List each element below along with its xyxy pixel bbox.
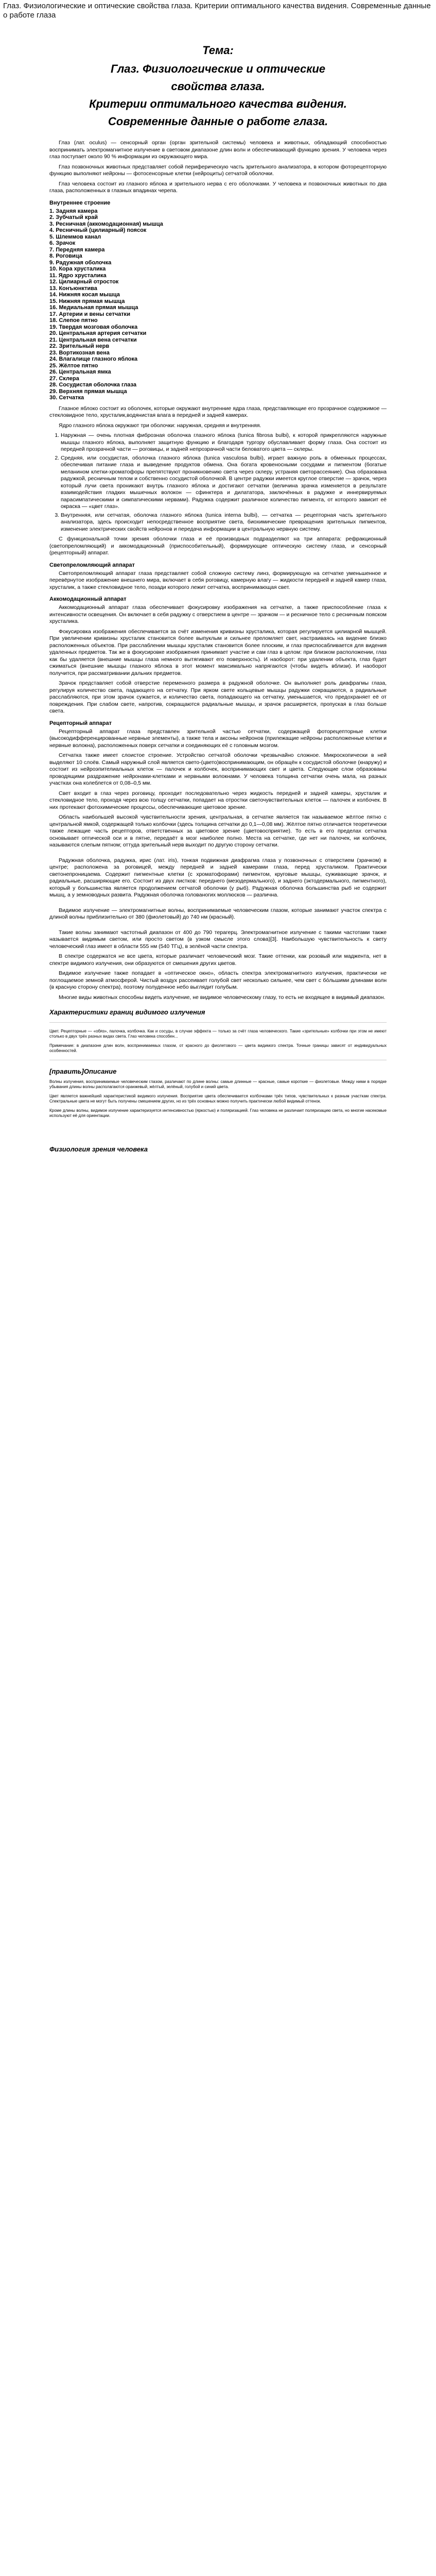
structure-item: 15. Нижняя прямая мышца <box>49 298 125 304</box>
small-note-1: Цвет. Рецепторные — «обяз», палочка, колбочка. Как и сосуды, в случае эффекта — только за счёт глаза человеческого. Такие «зрительные» колбочки при этом не имеют столько в двух трёх разных видах света. Глаз человека способен... <box>49 1029 387 1039</box>
structure-item: 14. Нижняя косая мышца <box>49 292 120 298</box>
visible-light-paragraph: Многие виды животных способны видеть излучение, не видимое человеческому глазу, то есть не входящее в видимый диапазон. <box>59 994 386 1001</box>
structure-item: 7. Передняя камера <box>49 246 105 253</box>
structure-item: 25. Жёлтое пятно <box>49 362 98 369</box>
description-heading: [править]Описание <box>49 1067 117 1075</box>
structure-item: 24. Влагалище глазного яблока <box>49 356 138 362</box>
structure-item: 13. Конъюнктива <box>49 285 97 292</box>
body-paragraph: С функциональной точки зрения оболочки глаза и её производных подразделяют на три аппарата: рефракционный (светопреломляющий) и аккомодационный (приспособительный), формирующие оптическую систему глаза, и сенсорный (рецепторный) аппарат. <box>49 536 387 556</box>
structure-item: 20. Центральная артерия сетчатки <box>49 330 147 336</box>
visible-light-paragraph: Видимое излучение также попадает в «оптическое окно», область спектра электромагнитного излучения, практически не поглощаемое земной атмосферой. Чистый воздух рассеивает голубой свет несколько сильнее, чем свет с бо́льшими длинами волн (в красную сторону спектра), поэтому полуденное небо выглядит голубым. <box>49 970 387 990</box>
page-header <box>0 0 436 23</box>
page-header-title: Глаз. Физиологические и оптические свойства глаза. Критерии оптимального качества видения. Современные данные о работе глаза <box>3 2 431 20</box>
intro-paragraph-2: Глаз позвоночных животных представляет собой периферическую часть зрительного анализатора, в котором фоторецепторную функцию выполняют нейроны — фотосенсорные клетки (нейроциты) сетчатой оболочки. <box>49 163 387 177</box>
shell-item: 3. Внутренняя, или сетчатая, оболочка глазного яблока (tunica interna bulbi), — сетчатка — рецепторная часть зрительного анализатора, здесь происходит непосредственное восприятие света, биохимические превращения зрительных пигментов, изменение электрических свойств нейронов и передача информации в центральную нервную систему. <box>61 512 387 533</box>
title-line-1: Глаз. Физиологические и оптические <box>110 62 326 75</box>
receptor-paragraph: Сетчатка также имеет слоистое строение. Устройство сетчатой оболочки чрезвычайно сложное. Микроскопически в ней выделяют 10 слоёв. Самый наружный слой является свето-(цвето)воспринимающим, он обращён к сосудистой оболочке (кнаружу) и состоит из нейроэпителиальных клеток — палочек и колбочек, воспринимающих свет и цвета. Следующие слои образованы проводящими раздражение нейронами-клетками и нервными волокнами. У человека толщина сетчатки очень мала, на разных участках она колеблется от 0,08–0,5 мм. <box>49 752 387 786</box>
small-note-2: Примечание: в диапазоне длин волн, воспринимаемых глазом, от красного до фиолетового — цвета видимого спектра. Точные границы зависят от индивидуальных особенностей. <box>49 1043 387 1053</box>
structure-item: 26. Центральная ямка <box>49 369 111 375</box>
description-paragraph: Кроме длины волны, видимое излучение характеризуется интенсивностью (яркостью) и поляризацией. Глаз человека не различает поляризацию света, но многие насекомые используют её для ориентации. <box>49 1108 387 1118</box>
structure-item: 18. Слепое пятно <box>49 317 98 324</box>
intro-paragraph-3: Глаз человека состоит из глазного яблока и зрительного нерва с его оболочками. У человека и позвоночных животных по два глаза, расположенных в глазных впадинах черепа. <box>49 180 387 194</box>
structure-item: 5. Шлеммов канал <box>49 233 101 240</box>
description-paragraph: Волны излучения, воспринимаемые человеческим глазом, различают по длине волны: самые длинные — красные, самые короткие — фиолетовые. Между ними в порядке убывания длины волны располагаются оранжевый, жёлтый, зелёный, голубой и синий цвета. <box>49 1079 387 1089</box>
accommodation-paragraph: Аккомодационный аппарат глаза обеспечивает фокусировку изображения на сетчатке, а также приспособление глаза к интенсивности освещения. Он включает в себя радужку с отверстием в центре — зрачком — и ресничное тело с ресничным пояском хрусталика. <box>49 604 387 624</box>
structure-item: 11. Ядро хрусталика <box>49 272 107 279</box>
refraction-heading: Светопреломляющий аппарат <box>49 562 135 568</box>
body-paragraph: Ядро глазного яблока окружают три оболочки: наружная, средняя и внутренняя. <box>59 422 261 429</box>
receptor-heading: Рецепторный аппарат <box>49 720 112 726</box>
structure-item: 30. Сетчатка <box>49 395 84 401</box>
visible-light-paragraph: Такие волны занимают частотный диапазон от 400 до 790 терагерц. Электромагнитное излучение с такими частотами также называется видимым светом, или просто светом (в узком смысле этого слова)[3]. Наибольшую чувствительность к свету человеческий глаз имеет в области 555 нм (540 ТГц), в зелёной части спектра. <box>49 929 387 950</box>
structure-heading: Внутреннее строение <box>49 199 111 206</box>
title-tema: Тема: <box>202 44 234 57</box>
structure-item: 19. Твердая мозговая оболочка <box>49 324 138 330</box>
refraction-paragraph: Светопреломляющий аппарат глаза представляет собой сложную систему линз, формирующую на сетчатке уменьшенное и перевёрнутое изображение внешнего мира, включает в себя роговицу, камерную влагу — жидкости передней и задней камер глаза, хрусталик, а также стекловидное тело, позади которого лежит сетчатка, воспринимающая свет. <box>49 570 387 590</box>
physiology-heading: Физиология зрения человека <box>49 1145 148 1153</box>
accommodation-heading: Аккомодационный аппарат <box>49 596 127 602</box>
structure-item: 27. Склера <box>49 375 79 382</box>
structure-item: 1. Задняя камера <box>49 208 98 214</box>
structure-item: 23. Вортикозная вена <box>49 349 110 356</box>
title-block <box>49 44 387 130</box>
structure-item: 9. Радужная оболочка <box>49 259 112 266</box>
structure-item: 4. Ресничный (цилиарный) поясок <box>49 227 147 233</box>
shell-item: 1. Наружная — очень плотная фиброзная оболочка глазного яблока (tunica fibrosa bulbi), к которой прикрепляются наружные мышцы глазного яблока, выполняет защитную функцию и благодаря тургору обуславливает форму глаза. Она состоит из передней прозрачной части — роговицы, и задней непрозрачной части беловатого цвета — склеры. <box>61 432 387 453</box>
structure-item: 29. Верхняя прямая мышца <box>49 388 127 395</box>
body-paragraph: Глазное яблоко состоит из оболочек, которые окружают внутренние ядра глаза, представляющие его прозрачное содержимое — стекловидное тело, хрусталик,водянистая влага в передней и задней камерах. <box>49 405 387 418</box>
title-line-3: Критерии оптимального качества видения. <box>89 97 347 110</box>
structure-item: 28. Сосудистая оболочка глаза <box>49 382 136 388</box>
structure-item: 8. Роговица <box>49 253 82 259</box>
structure-item: 2. Зубчатый край <box>49 214 98 221</box>
structure-list <box>49 208 387 401</box>
intro-paragraph-1: Глаз (лат. oculus) — сенсорный орган (орган зрительной системы) человека и животных, обладающий способностью воспринимать электромагнитное излучение в световом диапазоне длин волн и обеспечивающий функцию зрения. У человека через глаз поступает около 90 % информации из окружающего мира. <box>49 140 387 160</box>
shell-item: 2. Средняя, или сосудистая, оболочка глазного яблока (tunica vasculosa bulbi), играет важную роль в обменных процессах, обеспечивая питание глаза и выведение продуктов обмена. Она богата кровеносными сосудами и пигментом (богатые меланином клетки-хроматофоры препятствуют проникновению света через склеру, устраняя светорассеяние). Она образована радужкой, ресничным телом и собственно сосудистой оболочкой. В центре радужки имеется круглое отверстие — зрачок, через который лучи света проникают внутрь глазного яблока и достигают сетчатки (величина зрачка изменяется в результате взаимодействия гладких мышечных волокон — сфинктера и дилататора, заключённых в радужке и иннервируемых парасимпатическими и симпатическими нервами). Радужка содержит различное количество пигмента, от которого зависит её окраска — «цвет глаз». <box>61 455 387 511</box>
accommodation-paragraph: Зрачок представляет собой отверстие переменного размера в радужной оболочке. Он выполняет роль диафрагмы глаза, регулируя количество света, падающего на сетчатку. При ярком свете кольцевые мышцы радужки сокращаются, а радиальные расслабляются, при этом зрачок сужается, и количество света, попадающего на сетчатку, уменьшается, что предохраняет её от повреждения. При слабом свете, напротив, сокращаются радиальные мышцы, и зрачок расширяется, пропуская в глаз больше света. <box>49 680 387 714</box>
structure-item: 16. Медиальная прямая мышца <box>49 304 138 311</box>
visible-light-paragraph: Видимое излучение — электромагнитные волны, воспринимаемые человеческим глазом, которые занимают участок спектра с длиной волны приблизительно от 380 (фиолетовый) до 740 нм (красный). <box>49 907 387 920</box>
shells-list <box>61 432 387 533</box>
document-body <box>49 23 387 1153</box>
structure-item: 17. Артерии и вены сетчатки <box>49 311 130 317</box>
structure-item: 12. Цилиарный отросток <box>49 279 119 285</box>
structure-item: 22. Зрительный нерв <box>49 343 110 349</box>
title-line-2: свойства глаза. <box>171 80 265 93</box>
receptor-paragraph: Область наибольшей высокой чувствительности зрения, центральная, в сетчатке является так называемое жёлтое пятно с центральной ямкой, содержащей только колбочки (здесь толщина сетчатки до 0,1—0,08 мм). Жёлтое пятно отличается теоретически также лежащие часть рецепторов, ответственных за цветовое зрение (цветовосприятие). То есть в его пределах сетчатка основывает оптической оси и в пятне, передаёт в мозг наиболее полно. Места на сетчатке, где нет ни палочек, ни колбочек, называются слепым пятном; оттуда зрительный нерв выходит по другую сторону сетчатки. <box>49 814 387 848</box>
structure-item: 6. Зрачок <box>49 240 76 246</box>
structure-item: 3. Ресничная (аккомодационная) мышца <box>49 221 163 227</box>
characteristics-heading: Характеристики границ видимого излучения <box>49 1008 205 1016</box>
iris-paragraph: Радужная оболочка, радужка, ирис (лат. iris), тонкая подвижная диафрагма глаза у позвоночных с отверстием (зрачком) в центре; расположена за роговицей, между передней и задней камерами глаза, перед хрусталиком. Практически светонепроницаема. Содержит пигментные клетки (с хроматофорами) пигментом, круговые мышцы, суживающие зрачок, и радиальные, расширяющие его. Состоит из двух листков: переднего (мезодермального), и заднего (эктодермального, пигментного), который у большинства является продолжением сетчатой оболочки (у рыб). Радужная оболочка большинства рыб не содержит мышц, а у земноводных развита. Радужная оболочка голованогих моллюсков — различна. <box>49 857 387 898</box>
receptor-paragraph: Рецепторный аппарат глаза представлен зрительной частью сетчатки, содержащей фоторецепторные клетки (высокодифференцированные нервные элементы), а также тела и аксоны нейронов (прилежащие нейроны расположенные клетки и нервные волокна), расположенных поверх сетчатки и соединяющих её с головным мозгом. <box>49 728 387 749</box>
receptor-paragraph: Свет входит в глаз через роговицу, проходит последовательно через жидкость передней и задней камеры, хрусталик и стекловидное тело, проходя через всю толщу сетчатки, попадает на отростки светочувствительных клеток — палочек и колбочек. В них протекают фотохимические процессы, обеспечивающие цветовое зрение. <box>49 790 387 810</box>
structure-item: 10. Кора хрусталика <box>49 266 106 272</box>
visible-light-paragraph: В спектре содержатся не все цвета, которые различает человеческий мозг. Такие оттенки, как розовый или маджента, нет в спектре видимого излучения, они образуются от смешения других цветов. <box>49 953 387 967</box>
description-paragraph: Цвет является важнейшей характеристикой видимого излучения. Восприятие цвета обеспечивается колбочками трёх типов, чувствительных к разным участкам спектра. Спектральные цвета не могут быть получены смешением других, но из трёх основных можно получить практически любой видимый оттенок. <box>49 1094 387 1104</box>
accommodation-paragraph: Фокусировка изображения обеспечивается за счёт изменения кривизны хрусталика, которая регулируется цилиарной мышцей. При увеличении кривизны хрусталик становится более выпуклым и сильнее преломляет свет, настраиваясь на видение близко расположенных объектов. При расслаблении мышцы хрусталик становится более плоским, и глаз приспосабливается для видения удаленных предметов. Так же в фокусировке изображения принимает участие и сам глаз в целом: при близком расположении, глаз как бы удаляется (внешние мышцы глаза немного вытягивают его поверхность). И наоборот: при удалении объекта, глаз будет сжиматься (внешние мышцы глазного яблока в этот момент максимально напрягаются (чтобы видеть вблизи). И наоборот получится, при рассматривании дальних предметов. <box>49 628 387 676</box>
structure-item: 21. Центральная вена сетчатки <box>49 336 137 343</box>
title-line-4: Современные данные о работе глаза. <box>108 115 328 128</box>
